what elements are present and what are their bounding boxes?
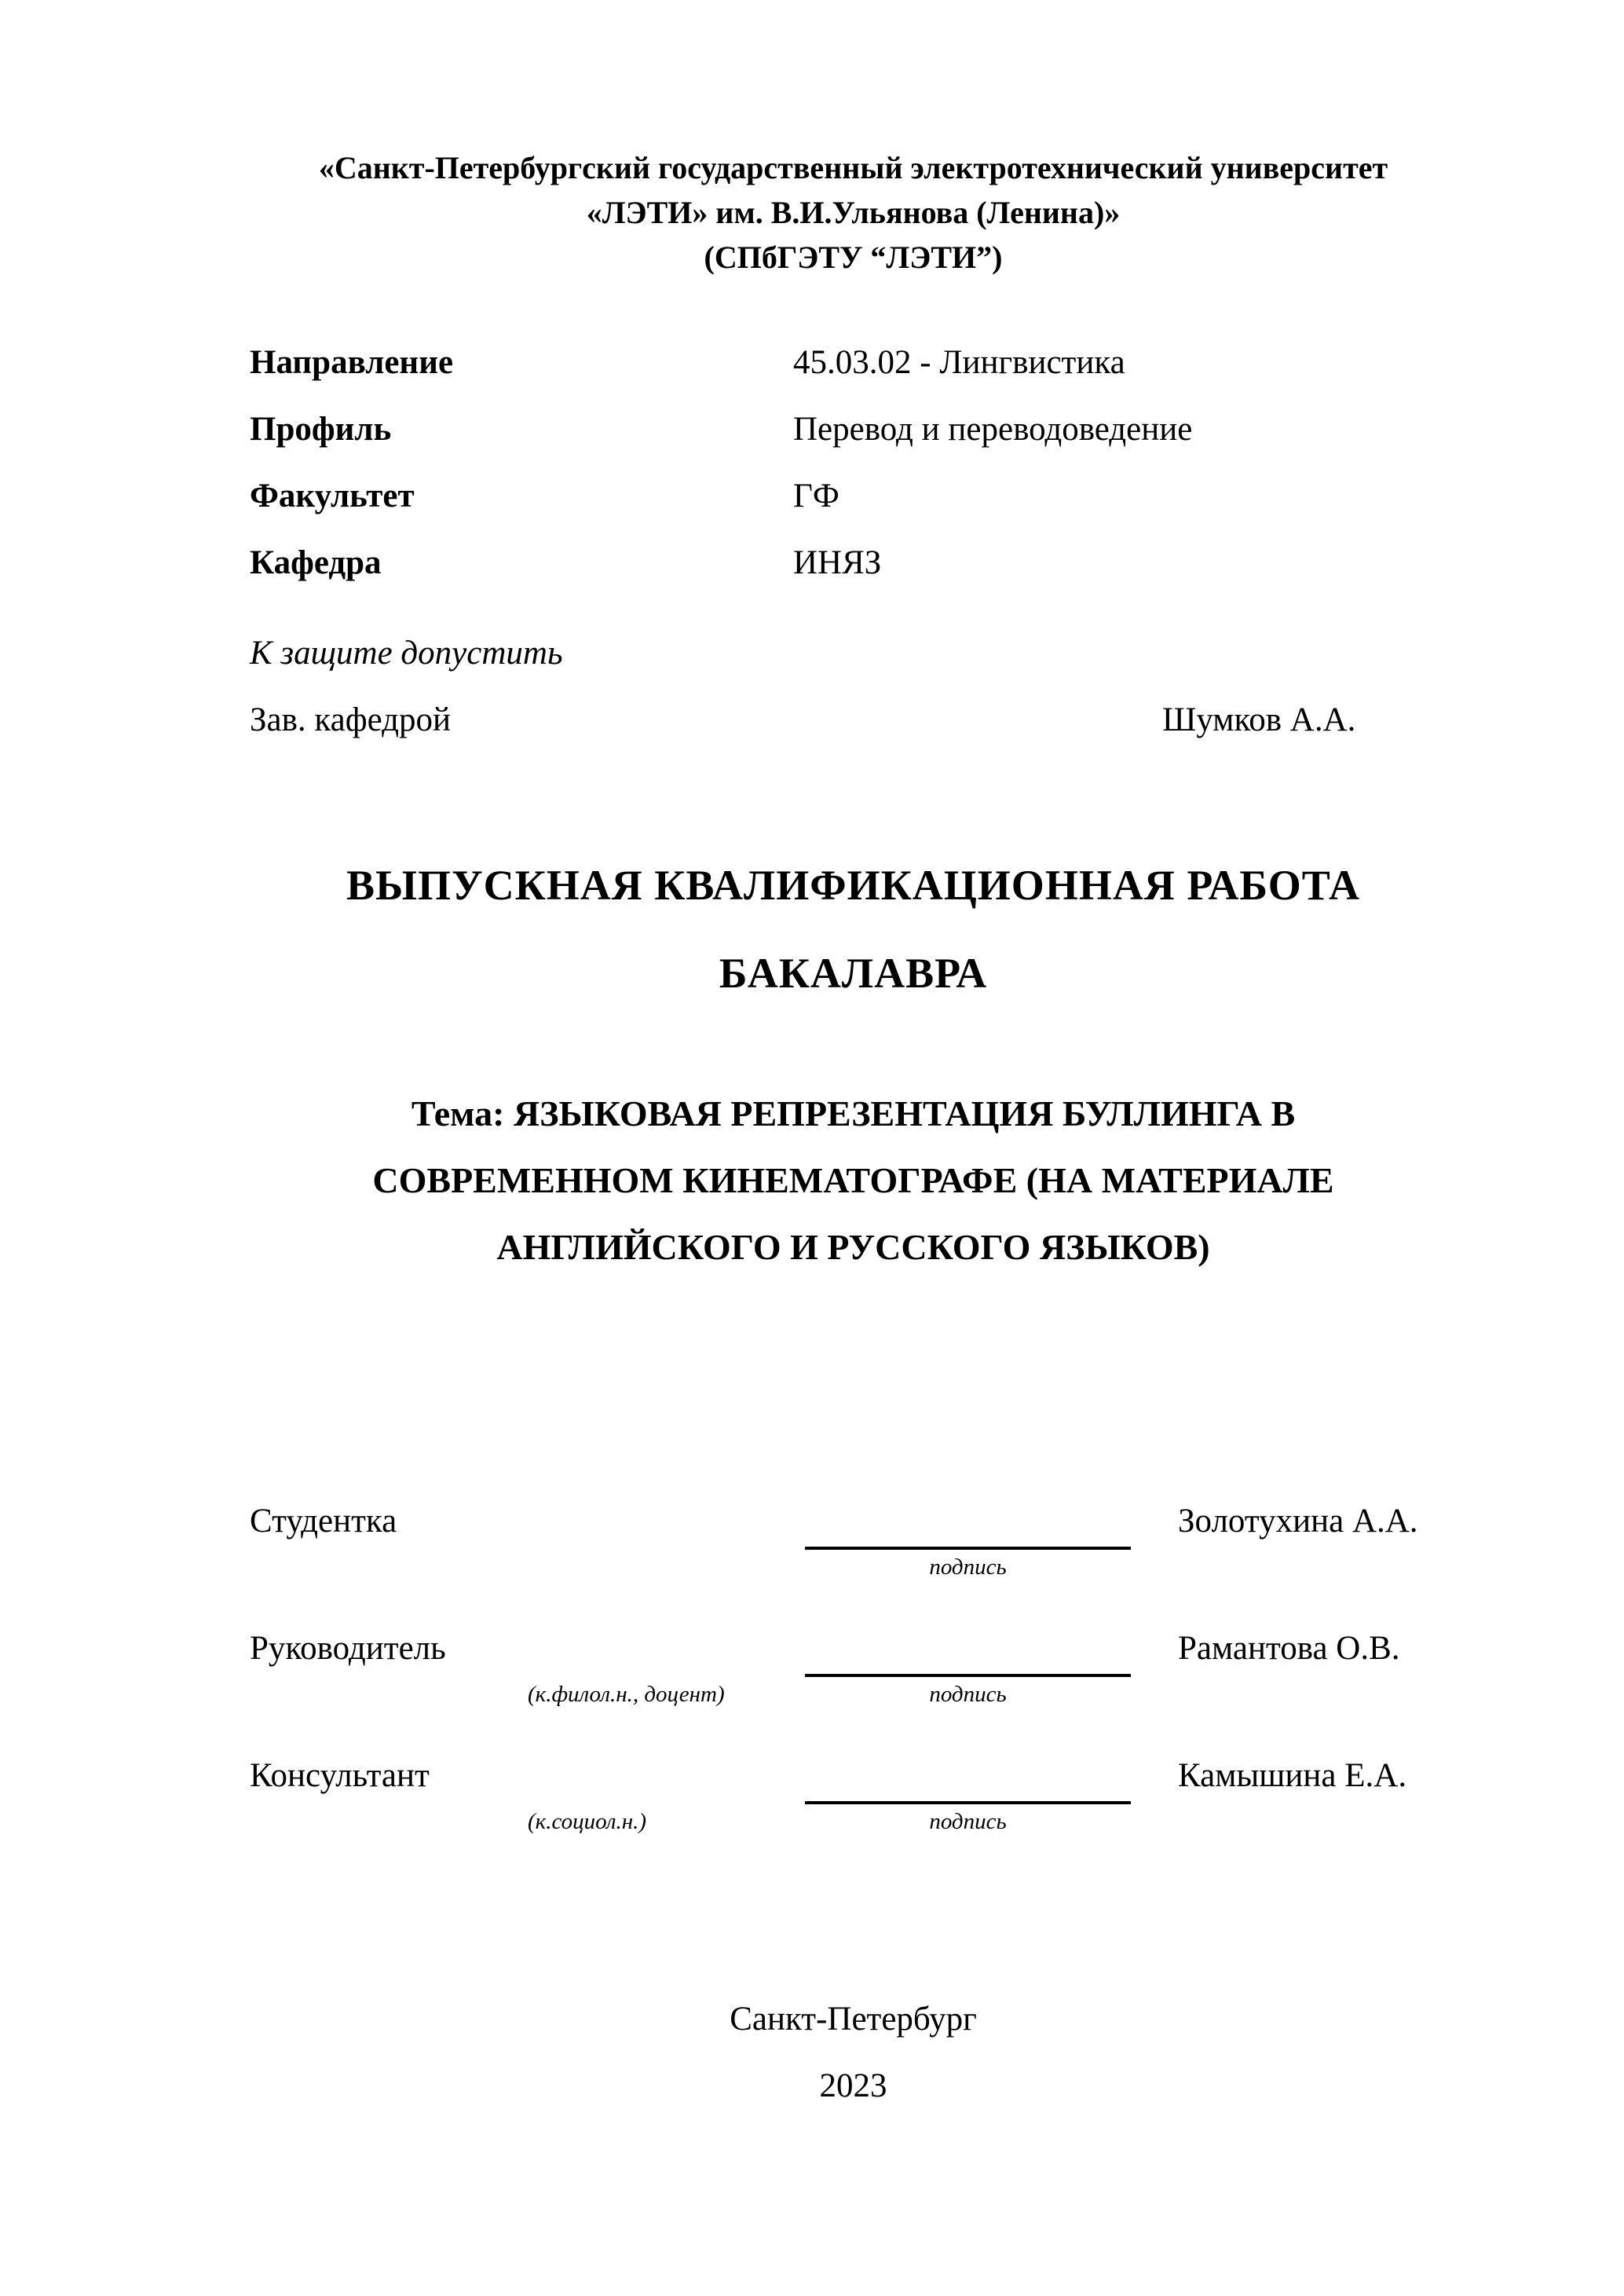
- footer-year: 2023: [819, 2067, 887, 2104]
- student-role-label: Студентка: [250, 1503, 397, 1540]
- page-footer: [250, 1986, 1457, 2119]
- field-row-faculty: [250, 463, 1457, 529]
- field-value-profile: Перевод и переводоведение: [793, 411, 1193, 448]
- consultant-signature-caption: подпись: [929, 1809, 1007, 1834]
- student-signature-line: [805, 1492, 1131, 1550]
- university-name-line-1: «Санкт-Петербургский государственный электротехнический университет: [318, 150, 1388, 185]
- department-head-position: Зав. кафедрой: [250, 701, 452, 738]
- thesis-title-line-2: БАКАЛАВРА: [719, 950, 988, 997]
- university-abbreviation: (СПбГЭТУ “ЛЭТИ”): [704, 240, 1003, 275]
- signature-row-consultant-sub: [250, 1809, 1457, 1844]
- signature-row-supervisor-main: [250, 1615, 1457, 1682]
- field-label-profile: Профиль: [250, 411, 392, 448]
- field-row-profile: [250, 396, 1457, 463]
- field-row-department: [250, 529, 1457, 596]
- signature-row-supervisor-sub: [250, 1682, 1457, 1717]
- student-name: Золотухина А.А.: [1178, 1503, 1418, 1540]
- footer-city: Санкт-Петербург: [730, 2001, 977, 2038]
- thesis-theme-line-3: АНГЛИЙСКОГО И РУССКОГО ЯЗЫКОВ): [496, 1227, 1210, 1267]
- signature-row-consultant-main: [250, 1742, 1457, 1809]
- field-value-direction: 45.03.02 - Лингвистика: [793, 344, 1125, 381]
- thesis-theme-line-2: СОВРЕМЕННОМ КИНЕМАТОГРАФЕ (НА МАТЕРИАЛЕ: [372, 1160, 1334, 1200]
- thesis-theme-line-1: Тема: ЯЗЫКОВАЯ РЕПРЕЗЕНТАЦИЯ БУЛЛИНГА В: [411, 1093, 1296, 1133]
- admission-note: К защите допустить: [250, 635, 563, 672]
- student-signature-caption: подпись: [929, 1554, 1007, 1580]
- field-row-direction: [250, 329, 1457, 396]
- supervisor-role-label: Руководитель: [250, 1630, 446, 1667]
- supervisor-signature-caption: подпись: [929, 1682, 1007, 1707]
- university-header: [250, 0, 1457, 280]
- signature-row-student-main: [250, 1488, 1457, 1554]
- field-label-department: Кафедра: [250, 544, 382, 581]
- consultant-role-label: Консультант: [250, 1757, 430, 1794]
- field-value-department: ИНЯЗ: [793, 544, 882, 581]
- signature-block: [250, 1488, 1457, 1844]
- consultant-qualification: (к.социол.н.): [528, 1809, 647, 1834]
- thesis-theme: [250, 1080, 1457, 1280]
- thesis-title: [250, 841, 1457, 1017]
- program-fields: [250, 329, 1457, 596]
- supervisor-signature-line: [805, 1619, 1131, 1677]
- field-value-faculty: ГФ: [793, 478, 839, 514]
- supervisor-name: Рамантова О.В.: [1178, 1630, 1400, 1667]
- university-name-line-2: «ЛЭТИ» им. В.И.Ульянова (Ленина)»: [586, 195, 1121, 230]
- consultant-signature-line: [805, 1746, 1131, 1804]
- page-content: [250, 0, 1457, 2119]
- department-head-row: [250, 687, 1457, 753]
- supervisor-qualification: (к.филол.н., доцент): [528, 1682, 725, 1707]
- field-label-direction: Направление: [250, 344, 454, 381]
- signature-row-student-sub: [250, 1554, 1457, 1590]
- thesis-title-line-1: ВЫПУСКНАЯ КВАЛИФИКАЦИОННАЯ РАБОТА: [346, 862, 1361, 909]
- department-head-name: Шумков А.А.: [1162, 701, 1356, 738]
- field-label-faculty: Факультет: [250, 478, 415, 514]
- signature-row-consultant: [250, 1742, 1457, 1844]
- consultant-name: Камышина Е.А.: [1178, 1757, 1407, 1794]
- signature-row-student: [250, 1488, 1457, 1590]
- signature-row-supervisor: [250, 1615, 1457, 1717]
